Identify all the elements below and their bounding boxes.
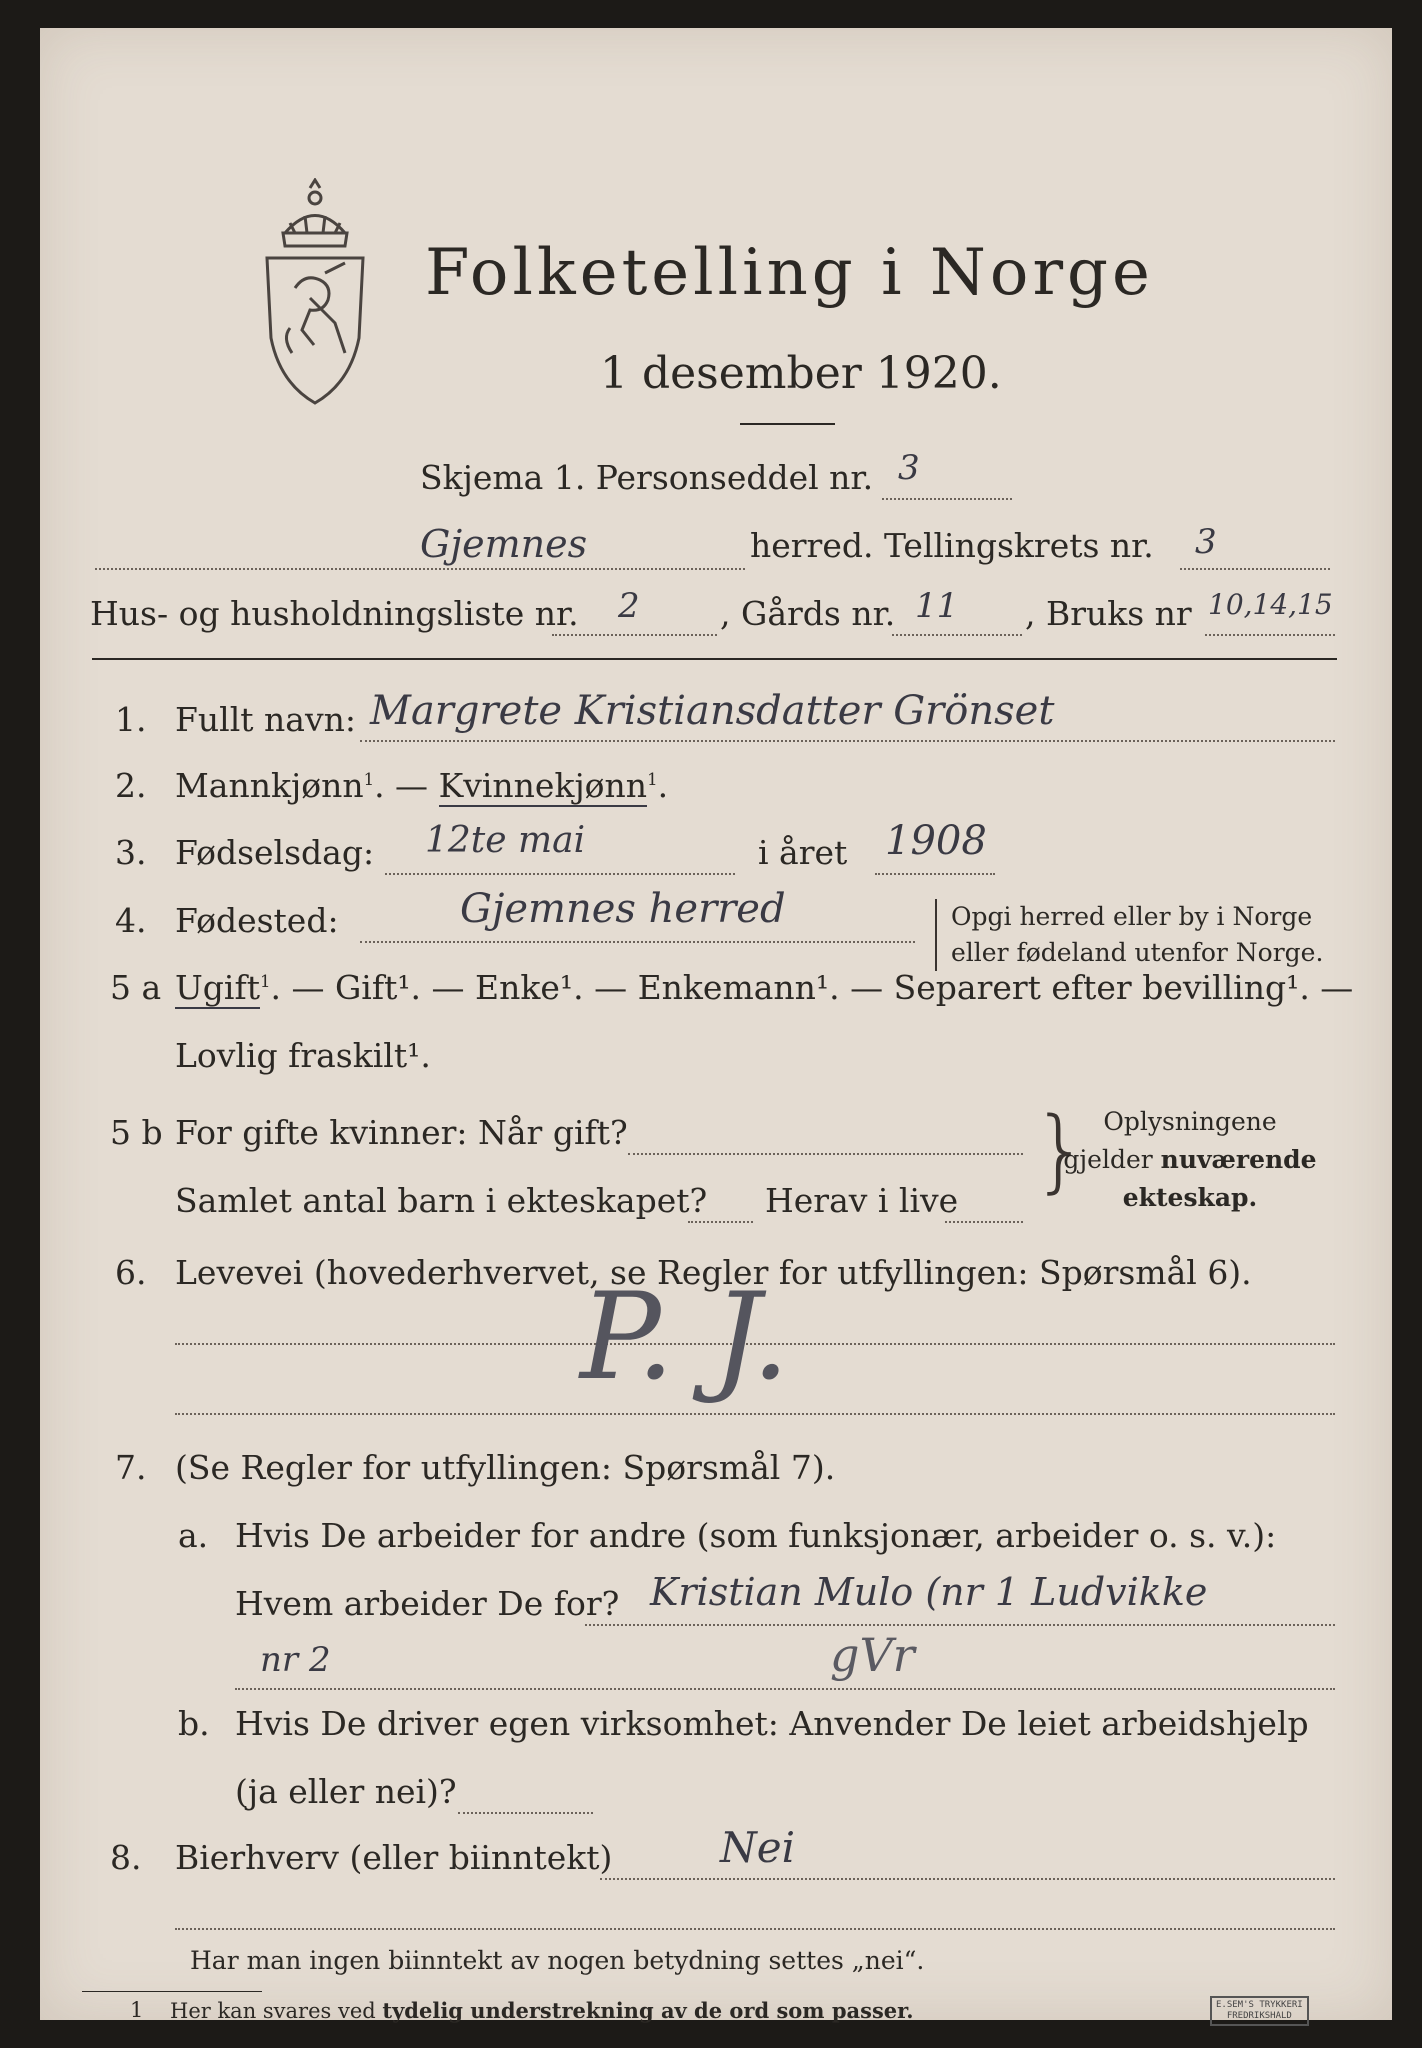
census-form <box>40 28 1392 2023</box>
dotted-line <box>458 1812 593 1814</box>
dotted-line <box>892 634 1022 636</box>
dotted-line <box>360 941 915 943</box>
herred-label: herred. Tellingskrets nr. <box>750 526 1154 565</box>
q8-number: 8. <box>110 1838 142 1877</box>
marriage-note-line2 <box>1060 1141 1320 1179</box>
bruks-number[interactable]: 10,14,15 <box>1208 588 1333 621</box>
q5b-number: 5 b <box>110 1113 163 1152</box>
bruks-label: , Bruks nr <box>1025 594 1192 633</box>
footnote <box>170 1998 914 2023</box>
q7a-letter: a. <box>178 1516 209 1555</box>
dotted-line <box>385 873 735 875</box>
ugift-option-underlined[interactable]: Ugift <box>175 968 260 1007</box>
dotted-line <box>1180 568 1330 570</box>
q1-label: Fullt navn: <box>175 700 356 739</box>
dotted-line <box>95 568 745 570</box>
q5a-number: 5 a <box>110 968 162 1007</box>
dotted-line <box>688 1221 753 1223</box>
married-when-label: For gifte kvinner: Når gift? <box>175 1113 628 1152</box>
gards-label: , Gårds nr. <box>720 594 896 633</box>
dotted-line <box>600 1878 1335 1880</box>
inspector-mark: gVr <box>830 1628 915 1682</box>
q7b-text: Hvis De driver egen virksomhet: Anvender De leiet arbeidshjelp <box>235 1704 1309 1743</box>
dotted-line <box>552 634 717 636</box>
dotted-line <box>235 1688 1335 1690</box>
husholdningsliste-label: Hus- og husholdningsliste nr. <box>90 594 579 633</box>
dotted-line <box>175 1413 1335 1415</box>
dotted-line <box>175 1928 1335 1930</box>
end-mark: . <box>657 766 669 805</box>
footer-note: Har man ingen biinntekt av nogen betydning settes „nei“. <box>190 1946 925 1975</box>
birthplace-note-line1: Opgi herred eller by i Norge <box>951 902 1313 931</box>
dotted-line <box>945 1221 1023 1223</box>
note-text: gjelder <box>1063 1145 1161 1174</box>
personseddel-number[interactable]: 3 <box>898 448 920 488</box>
footnote-number: 1 <box>130 1998 144 2022</box>
birth-year-value[interactable]: 1908 <box>885 818 987 864</box>
marriage-note-line1: Oplysningene <box>1103 1107 1277 1136</box>
q2-number: 2. <box>115 766 147 805</box>
marriage-note <box>1060 1103 1320 1217</box>
marriage-note-line3: ekteskap. <box>1122 1183 1258 1212</box>
dotted-line <box>882 498 1012 500</box>
employer-value-line2[interactable]: nr 2 <box>260 1640 331 1680</box>
husholdningsliste-number[interactable]: 2 <box>618 586 640 626</box>
q7-number: 7. <box>115 1448 147 1487</box>
footnote-divider <box>82 1991 262 1992</box>
brace-icon: } <box>1032 1098 1090 1203</box>
q7-label: (Se Regler for utfyllingen: Spørsmål 7). <box>175 1448 836 1487</box>
mannkjonn-option[interactable]: Mannkjønn <box>175 766 364 805</box>
gards-number[interactable]: 11 <box>915 586 959 626</box>
stamp-line2: FREDRIKSHALD <box>1226 2011 1292 2021</box>
divider <box>740 423 835 425</box>
census-date: 1 desember 1920. <box>600 348 1002 399</box>
kvinnekjonn-option-underlined[interactable]: Kvinnekjønn <box>438 766 648 805</box>
dotted-line <box>360 740 1335 742</box>
stamp-line1: E.SEM'S TRYKKERI <box>1216 2000 1303 2010</box>
q4-number: 4. <box>115 901 147 940</box>
note-bold: nuværende <box>1160 1145 1317 1174</box>
tellingskrets-number[interactable]: 3 <box>1195 522 1217 562</box>
gender-line: Mannkjønn$^1$. — Kvinnekjønn$^1$. <box>175 766 669 805</box>
occupation-value[interactable]: P. J. <box>580 1268 790 1407</box>
lovlig-fraskilt-option[interactable]: Lovlig fraskilt¹. <box>175 1036 431 1075</box>
hired-help-label: (ja eller nei)? <box>235 1772 457 1811</box>
full-name-value[interactable]: Margrete Kristiansdatter Grönset <box>370 688 1055 734</box>
divider <box>92 658 1337 660</box>
separator: . — <box>374 766 439 805</box>
birthplace-note <box>935 899 1323 971</box>
employer-value[interactable]: Kristian Mulo (nr 1 Ludvikke <box>650 1570 1208 1614</box>
q4-label: Fødested: <box>175 901 339 940</box>
q6-number: 6. <box>115 1253 147 1292</box>
dotted-line <box>1205 634 1335 636</box>
q8-label: Bierhverv (eller biinntekt) <box>175 1838 613 1877</box>
herred-value[interactable]: Gjemnes <box>420 522 588 566</box>
dotted-line <box>875 873 995 875</box>
birthplace-value[interactable]: Gjemnes herred <box>460 886 786 932</box>
employer-label: Hvem arbeider De for? <box>235 1584 620 1623</box>
footnote-text: Her kan svares ved <box>170 1999 383 2023</box>
side-income-value[interactable]: Nei <box>720 1823 796 1872</box>
children-alive-label: Herav i live <box>765 1181 959 1220</box>
dotted-line <box>628 1153 1023 1155</box>
q6-label: Levevei (hovederhvervet, se Regler for utfyllingen: Spørsmål 6). <box>175 1253 1252 1292</box>
children-total-label: Samlet antal barn i ekteskapet? <box>175 1181 708 1220</box>
q7b-letter: b. <box>178 1704 210 1743</box>
marital-status-line: Ugift$^1$. — Gift¹. — Enke¹. — Enkemann¹. — Separert efter bevilling¹. — <box>175 968 1354 1007</box>
birthplace-note-line2: eller fødeland utenfor Norge. <box>951 938 1324 967</box>
printer-stamp <box>1210 1996 1309 2026</box>
q1-number: 1. <box>115 700 147 739</box>
birthday-value[interactable]: 12te mai <box>425 820 586 861</box>
form-title: Folketelling i Norge <box>425 236 1154 310</box>
q3-number: 3. <box>115 833 147 872</box>
marital-options[interactable]: . — Gift¹. — Enke¹. — Enkemann¹. — Separert efter bevilling¹. — <box>270 968 1354 1007</box>
q7a-text: Hvis De arbeider for andre (som funksjonær, arbeider o. s. v.): <box>235 1516 1277 1555</box>
norway-coat-of-arms-icon <box>255 178 375 408</box>
skjema-label: Skjema 1. Personseddel nr. <box>420 458 874 497</box>
dotted-line <box>585 1624 1335 1626</box>
year-label: i året <box>758 833 848 872</box>
q3-label: Fødselsdag: <box>175 833 375 872</box>
footnote-bold: tydelig understrekning av de ord som passer. <box>382 1998 914 2023</box>
